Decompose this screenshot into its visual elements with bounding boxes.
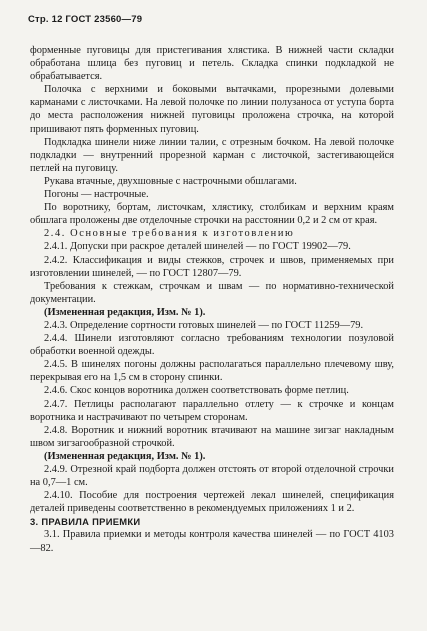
paragraph-stitching: По воротнику, бортам, листочкам, хлястику, столбикам и верхним краям обшлага проложены две отделочные строчки на расстоянии 0,2 и 2 см от края. <box>30 202 394 227</box>
section-title: 3. ПРАВИЛА ПРИЕМКИ <box>30 516 141 528</box>
paragraph-2-4-5: 2.4.5. В шинелях погоны должны располагаться параллельно плечевому шву, перекрывая его на 1,5 см в сторону спинки. <box>30 359 394 384</box>
paragraph-2-4-9: 2.4.9. Отрезной край подборта должен отстоять от второй отделочной строчки на 0,7—1 см. <box>30 464 394 489</box>
paragraph-2-4-7: 2.4.7. Петлицы располагают параллельно отлету — к строчке и концам воротника и настрачивают по четырем сторонам. <box>30 398 394 423</box>
page-header: Стр. 12 ГОСТ 23560—79 <box>28 14 143 25</box>
paragraph-2-4-8: 2.4.8. Воротник и нижний воротник втачивают на машине зигзаг накладным швом зигзагообразной строчкой. <box>30 424 394 449</box>
paragraph-sleeves: Рукава втачные, двухшовные с настрочными обшлагами. <box>44 175 297 187</box>
paragraph-2-4-6: 2.4.6. Скос концов воротника должен соответствовать форме петлиц. <box>44 385 349 397</box>
subsection-heading: 2.4. Основные требования к изготовлению <box>44 228 295 240</box>
paragraph-3-1: 3.1. Правила приемки и методы контроля качества шинелей — по ГОСТ 4103—82. <box>30 529 394 554</box>
amendment-note: (Измененная редакция, Изм. № 1). <box>44 450 206 462</box>
paragraph-2-4-10: 2.4.10. Пособие для построения чертежей лекал шинелей, спецификация деталей приведены соответственно в рекомендуемых приложениях 1 и 2. <box>30 490 394 515</box>
paragraph-2-4-3: 2.4.3. Определение сортности готовых шинелей — по ГОСТ 11259—79. <box>44 319 364 331</box>
paragraph-lining: Подкладка шинели ниже линии талии, с отрезным бочком. На левой полочке подкладки — внутренний прорезной карман с листочкой, застегивающейся петлей на пуговицу. <box>30 136 394 174</box>
paragraph-stitch-requirements: Требования к стежкам, строчкам и швам — по нормативно-технической документации. <box>30 280 394 305</box>
amendment-note: (Измененная редакция, Изм. № 1). <box>44 306 206 318</box>
paragraph-2-4-1: 2.4.1. Допуски при раскрое деталей шинелей — по ГОСТ 19902—79. <box>44 241 351 253</box>
paragraph-2-4-2: 2.4.2. Классификация и виды стежков, строчек и швов, применяемых при изготовлении шинелей, — по ГОСТ 12807—79. <box>30 254 394 279</box>
document-body <box>30 44 394 555</box>
paragraph-front-panel: Полочка с верхними и боковыми вытачками, прорезными долевыми карманами с листочками. На левой полочке по линии полузаноса от уступа борта до места расположения нижней пуговицы проложена строчка, на которой пришивают пять форменных пуговиц. <box>30 84 394 135</box>
paragraph-2-4-4: 2.4.4. Шинели изготовляют согласно требованиям технологии позуловой обработки военной одежды. <box>30 333 394 358</box>
paragraph-closures: форменные пуговицы для пристегивания хлястика. В нижней части складки обработана шлица без пуговиц и петель. Складка спинки подкладкой не обрабатывается. <box>30 45 394 83</box>
paragraph-shoulder-straps: Погоны — настрочные. <box>44 189 149 201</box>
